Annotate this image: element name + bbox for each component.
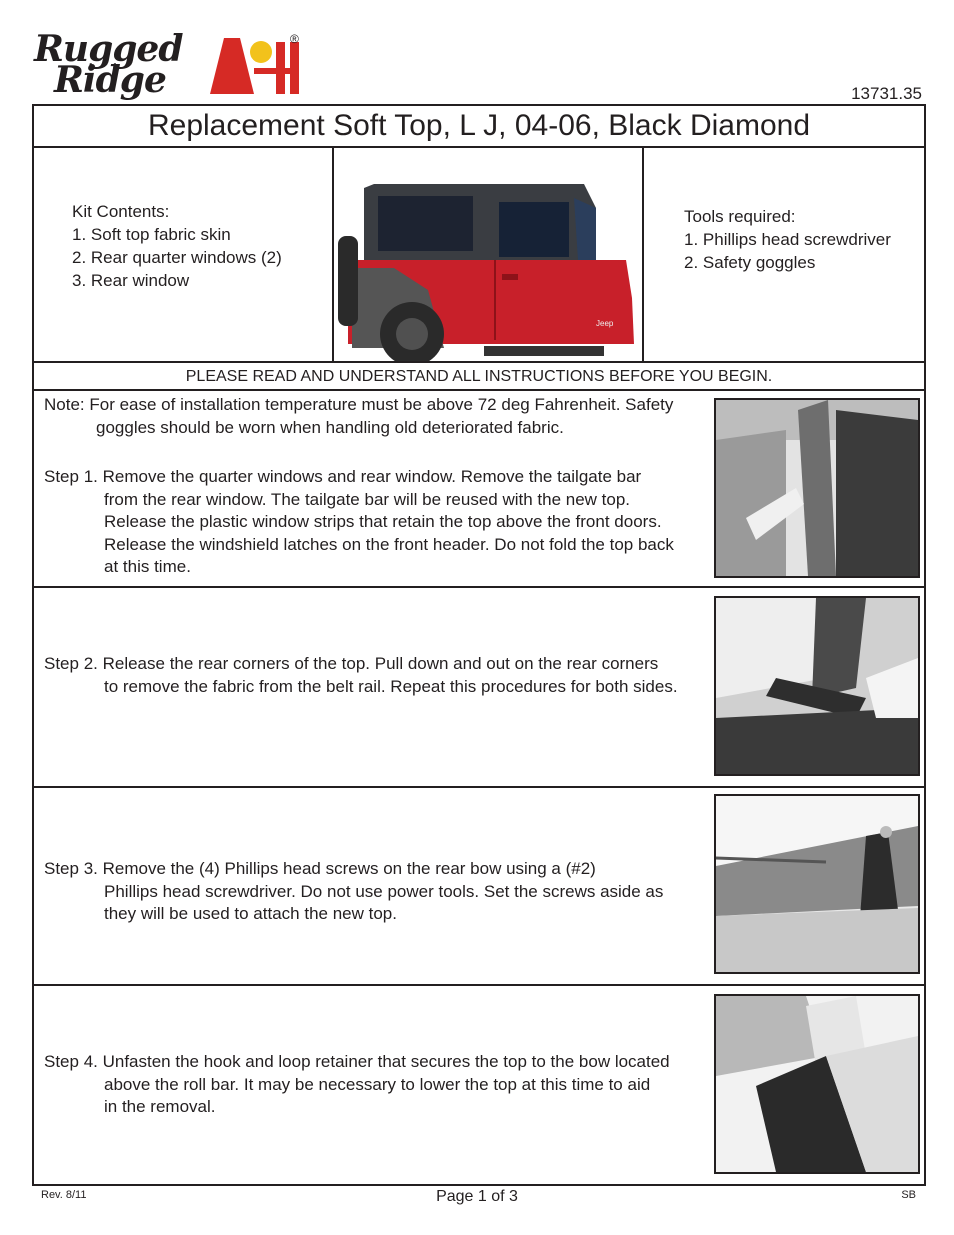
divider [642,148,644,361]
divider [34,586,924,588]
step-4-photo [714,994,920,1174]
revision-label: Rev. 8/11 [41,1189,87,1201]
step-1-photo [714,398,920,578]
read-instructions-banner: PLEASE READ AND UNDERSTAND ALL INSTRUCTIONS BEFORE YOU BEGIN. [185,368,773,385]
tools-heading: Tools required: [684,207,796,226]
divider [34,389,924,391]
step-4-line: above the roll bar. It may be necessary to lower the top at this time to aid [104,1074,651,1094]
jeep-product-photo [334,148,642,361]
tools-required [684,205,891,274]
step-2-first-line: Step 2. Release the rear corners of the top. Pull down and out on the rear corners [44,654,659,673]
step-4 [44,1051,714,1119]
kit-contents [72,200,282,292]
logo-line-1: Rugged [34,28,183,70]
tools-item: 1. Phillips head screwdriver [684,230,891,249]
step-3-photo [714,794,920,974]
svg-text:Jeep: Jeep [596,319,614,328]
note-line: Note: For ease of installation temperature must be above 72 deg Fahrenheit. Safety [44,395,674,414]
tools-item: 2. Safety goggles [684,253,816,272]
divider [34,984,924,986]
step-4-line: in the removal. [104,1097,216,1116]
instruction-frame [32,104,926,1186]
step-1-line: Release the windshield latches on the front header. Do not fold the top back [104,534,674,554]
step-1-line: Release the plastic window strips that retain the top above the front doors. [104,512,662,531]
step-1-first-line: Step 1. Remove the quarter windows and rear window. Remove the tailgate bar [44,467,642,486]
step-4-first-line: Step 4. Unfasten the hook and loop retainer that secures the top to the bow located [44,1052,670,1071]
step-1-line: from the rear window. The tailgate bar will be reused with the new top. [104,489,631,509]
step-3-line: they will be used to attach the new top. [104,904,397,923]
part-number: 13731.35 [851,84,922,103]
divider [34,786,924,788]
kit-heading: Kit Contents: [72,202,170,221]
kit-item: 3. Rear window [72,271,190,290]
step-1 [44,466,714,579]
step-2 [44,653,714,698]
step-2-line: to remove the fabric from the belt rail. Repeat this procedures for both sides. [104,676,678,696]
note [44,394,714,439]
page-number: Page 1 of 3 [436,1188,518,1205]
author-initials: SB [901,1189,916,1201]
step-1-line: at this time. [104,557,191,576]
note-line: goggles should be worn when handling old deteriorated fabric. [96,417,564,437]
step-3-first-line: Step 3. Remove the (4) Phillips head screws on the rear bow using a (#2) [44,859,596,878]
step-2-photo [714,596,920,776]
rugged-ridge-logo [34,28,306,101]
document-title: Replacement Soft Top, L J, 04-06, Black Diamond [147,109,811,142]
registered-mark: ® [290,32,299,46]
kit-item: 1. Soft top fabric skin [72,225,231,244]
step-3 [44,858,714,926]
step-3-line: Phillips head screwdriver. Do not use power tools. Set the screws aside as [104,881,664,901]
logo-line-2: Ridge [54,59,166,101]
kit-item: 2. Rear quarter windows (2) [72,248,282,267]
